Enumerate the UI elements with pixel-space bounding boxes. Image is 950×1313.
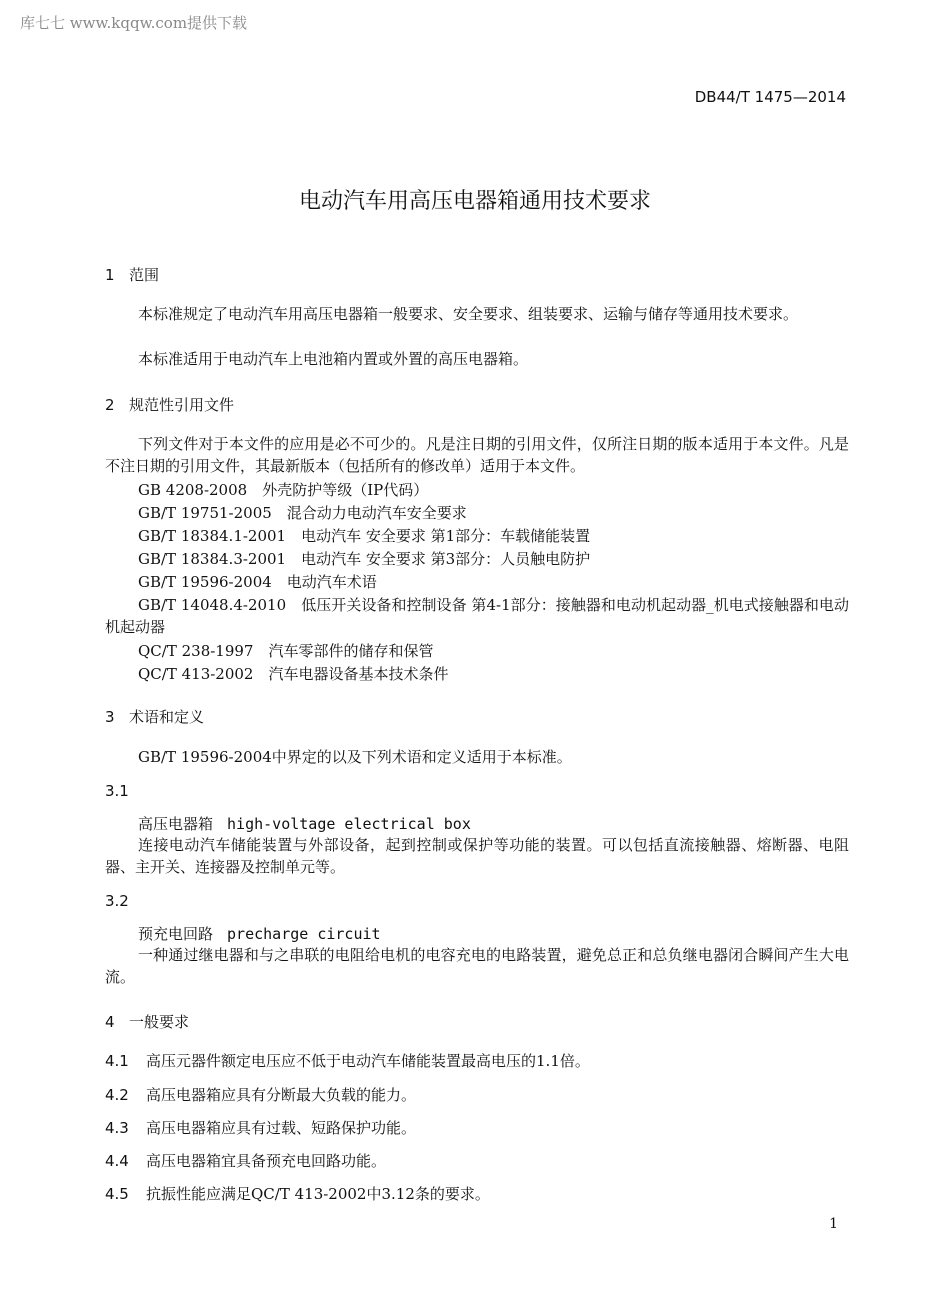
standard-code: DB44/T 1475—2014	[694, 88, 846, 106]
requirement-number: 4.4	[105, 1152, 129, 1170]
reference-item: GB/T 14048.4-2010 低压开关设备和控制设备 第4-1部分：接触器和电动机起动器_机电式接触器和电动机起动器	[105, 596, 849, 636]
document-title: 电动汽车用高压电器箱通用技术要求	[298, 189, 651, 214]
reference-item: GB/T 18384.3-2001 电动汽车 安全要求 第3部分：人员触电防护	[138, 550, 591, 568]
requirement-number: 4.3	[105, 1119, 129, 1137]
section-title: 规范性引用文件	[129, 396, 235, 414]
section-1-heading	[105, 264, 159, 285]
requirement-text: 高压电器箱宜具备预充电回路功能。	[146, 1152, 387, 1170]
requirement-item	[105, 1183, 490, 1204]
requirement-text: 抗振性能应满足QC/T 413-2002中3.12条的要求。	[146, 1185, 490, 1203]
term-en: high-voltage electrical box	[227, 815, 471, 833]
paragraph: 本标准适用于电动汽车上电池箱内置或外置的高压电器箱。	[138, 350, 529, 368]
term-cn: 预充电回路	[138, 925, 214, 943]
section-2-heading	[105, 394, 234, 415]
paragraph: GB/T 19596-2004中界定的以及下列术语和定义适用于本标准。	[138, 748, 572, 766]
reference-item: GB 4208-2008 外壳防护等级（IP代码）	[138, 481, 429, 499]
section-number: 1	[105, 266, 115, 284]
term-definition: 一种通过继电器和与之串联的电阻给电机的电容充电的电路装置，避免总正和总负继电器闭合瞬间产生大电流。	[105, 946, 849, 986]
requirement-text: 高压元器件额定电压应不低于电动汽车储能装置最高电压的1.1倍。	[146, 1052, 590, 1070]
section-4-heading	[105, 1011, 189, 1032]
term-heading	[138, 923, 381, 944]
term-cn: 高压电器箱	[138, 815, 214, 833]
watermark: 库七七 www.kqqw.com提供下载	[20, 14, 248, 32]
section-number: 2	[105, 396, 115, 414]
section-number: 3	[105, 708, 115, 726]
term-definition: 连接电动汽车储能装置与外部设备，起到控制或保护等功能的装置。可以包括直流接触器、熔断器、电阻器、主开关、连接器及控制单元等。	[105, 836, 849, 876]
reference-item: QC/T 413-2002 汽车电器设备基本技术条件	[138, 665, 449, 683]
requirement-text: 高压电器箱应具有过载、短路保护功能。	[146, 1119, 417, 1137]
term-en: precharge circuit	[227, 925, 381, 943]
requirement-item	[105, 1150, 386, 1171]
requirement-text: 高压电器箱应具有分断最大负载的能力。	[146, 1086, 417, 1104]
requirement-number: 4.5	[105, 1185, 129, 1203]
section-number: 4	[105, 1013, 115, 1031]
section-title: 一般要求	[129, 1013, 190, 1031]
reference-item: QC/T 238-1997 汽车零部件的储存和保管	[138, 642, 434, 660]
reference-item: GB/T 19596-2004 电动汽车术语	[138, 573, 377, 591]
requirement-number: 4.2	[105, 1086, 129, 1104]
section-3-heading	[105, 706, 204, 727]
paragraph: 下列文件对于本文件的应用是必不可少的。凡是注日期的引用文件，仅所注日期的版本适用于本文件。凡是不注日期的引用文件，其最新版本（包括所有的修改单）适用于本文件。	[105, 435, 849, 475]
requirement-number: 4.1	[105, 1052, 129, 1070]
term-number: 3.2	[105, 892, 129, 910]
page-number: 1	[829, 1216, 838, 1232]
requirement-item	[105, 1084, 416, 1105]
term-heading	[138, 813, 471, 834]
section-title: 范围	[129, 266, 160, 284]
term-number: 3.1	[105, 782, 129, 800]
reference-item: GB/T 19751-2005 混合动力电动汽车安全要求	[138, 504, 467, 522]
requirement-item	[105, 1050, 590, 1071]
requirement-item	[105, 1117, 416, 1138]
reference-item: GB/T 18384.1-2001 电动汽车 安全要求 第1部分：车载储能装置	[138, 527, 591, 545]
section-title: 术语和定义	[129, 708, 205, 726]
paragraph: 本标准规定了电动汽车用高压电器箱一般要求、安全要求、组装要求、运输与储存等通用技术要求。	[138, 305, 799, 323]
